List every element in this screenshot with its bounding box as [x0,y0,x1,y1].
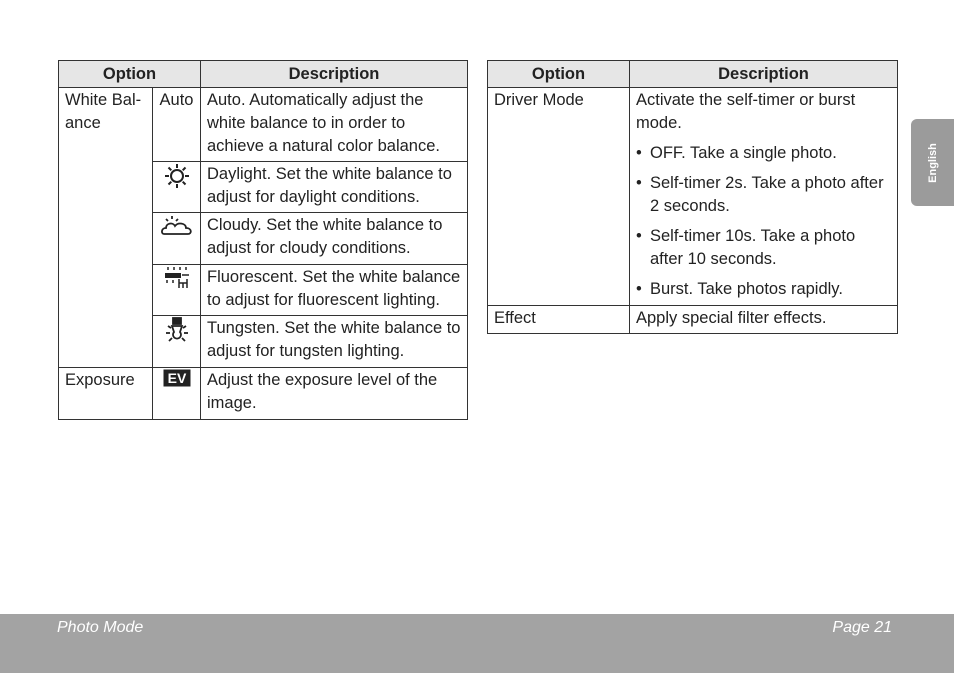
driver-mode-description: Activate the self-timer or burst mode. [636,91,856,132]
driver-mode-label: Driver Mode [488,88,630,306]
table-row [59,88,468,162]
list-item: • Self-timer 2s. Take a photo after 2 seconds. [636,172,891,218]
list-item: • OFF. Take a single photo. [636,142,891,165]
table-row [59,368,468,420]
fluorescent-description: Fluorescent. Set the white balance to adjust for fluorescent lighting. [201,265,468,316]
table-row [488,306,898,334]
table-header-row [59,61,468,88]
cloudy-icon-cell [153,213,201,265]
auto-label: Auto [153,88,201,162]
fluorescent-icon [163,266,191,290]
exposure-icon-cell [153,368,201,420]
ev-icon-text: EV [167,370,186,386]
bulb-icon [164,317,190,345]
table-header-row [488,61,898,88]
tungsten-description: Tungsten. Set the white balance to adjust for tungsten lighting. [201,316,468,368]
option-header: Option [488,61,630,88]
ev-icon [163,369,191,387]
white-balance-exposure-table [58,60,468,420]
list-item: • Burst. Take photos rapidly. [636,278,891,301]
language-tab [911,119,954,206]
exposure-label: Exposure [59,368,153,420]
driver-mode-options-list [636,142,891,301]
driver-mode-effect-table [487,60,898,334]
footer-page-number: Page 21 [832,619,892,636]
auto-description: Auto. Automatically adjust the white balance to in order to achieve a natural color balance. [201,88,468,162]
cloudy-description: Cloudy. Set the white balance to adjust for cloudy conditions. [201,213,468,265]
exposure-description: Adjust the exposure level of the image. [201,368,468,420]
tungsten-icon-cell [153,316,201,368]
footer-section-title: Photo Mode [57,619,144,636]
language-tab-label: English [926,142,939,183]
page-footer [0,614,954,673]
cloud-icon [161,214,193,238]
sun-icon [164,163,190,189]
table-row [488,88,898,306]
driver-mode-description-cell [630,88,898,306]
daylight-description: Daylight. Set the white balance to adjust for daylight conditions. [201,162,468,213]
list-item: • Self-timer 10s. Take a photo after 10 seconds. [636,225,891,271]
description-header: Description [201,61,468,88]
effect-description: Apply special filter effects. [630,306,898,334]
fluorescent-icon-cell [153,265,201,316]
description-header: Description [630,61,898,88]
daylight-icon-cell [153,162,201,213]
effect-label: Effect [488,306,630,334]
option-header: Option [59,61,201,88]
white-balance-label: White Bal-ance [59,88,153,368]
